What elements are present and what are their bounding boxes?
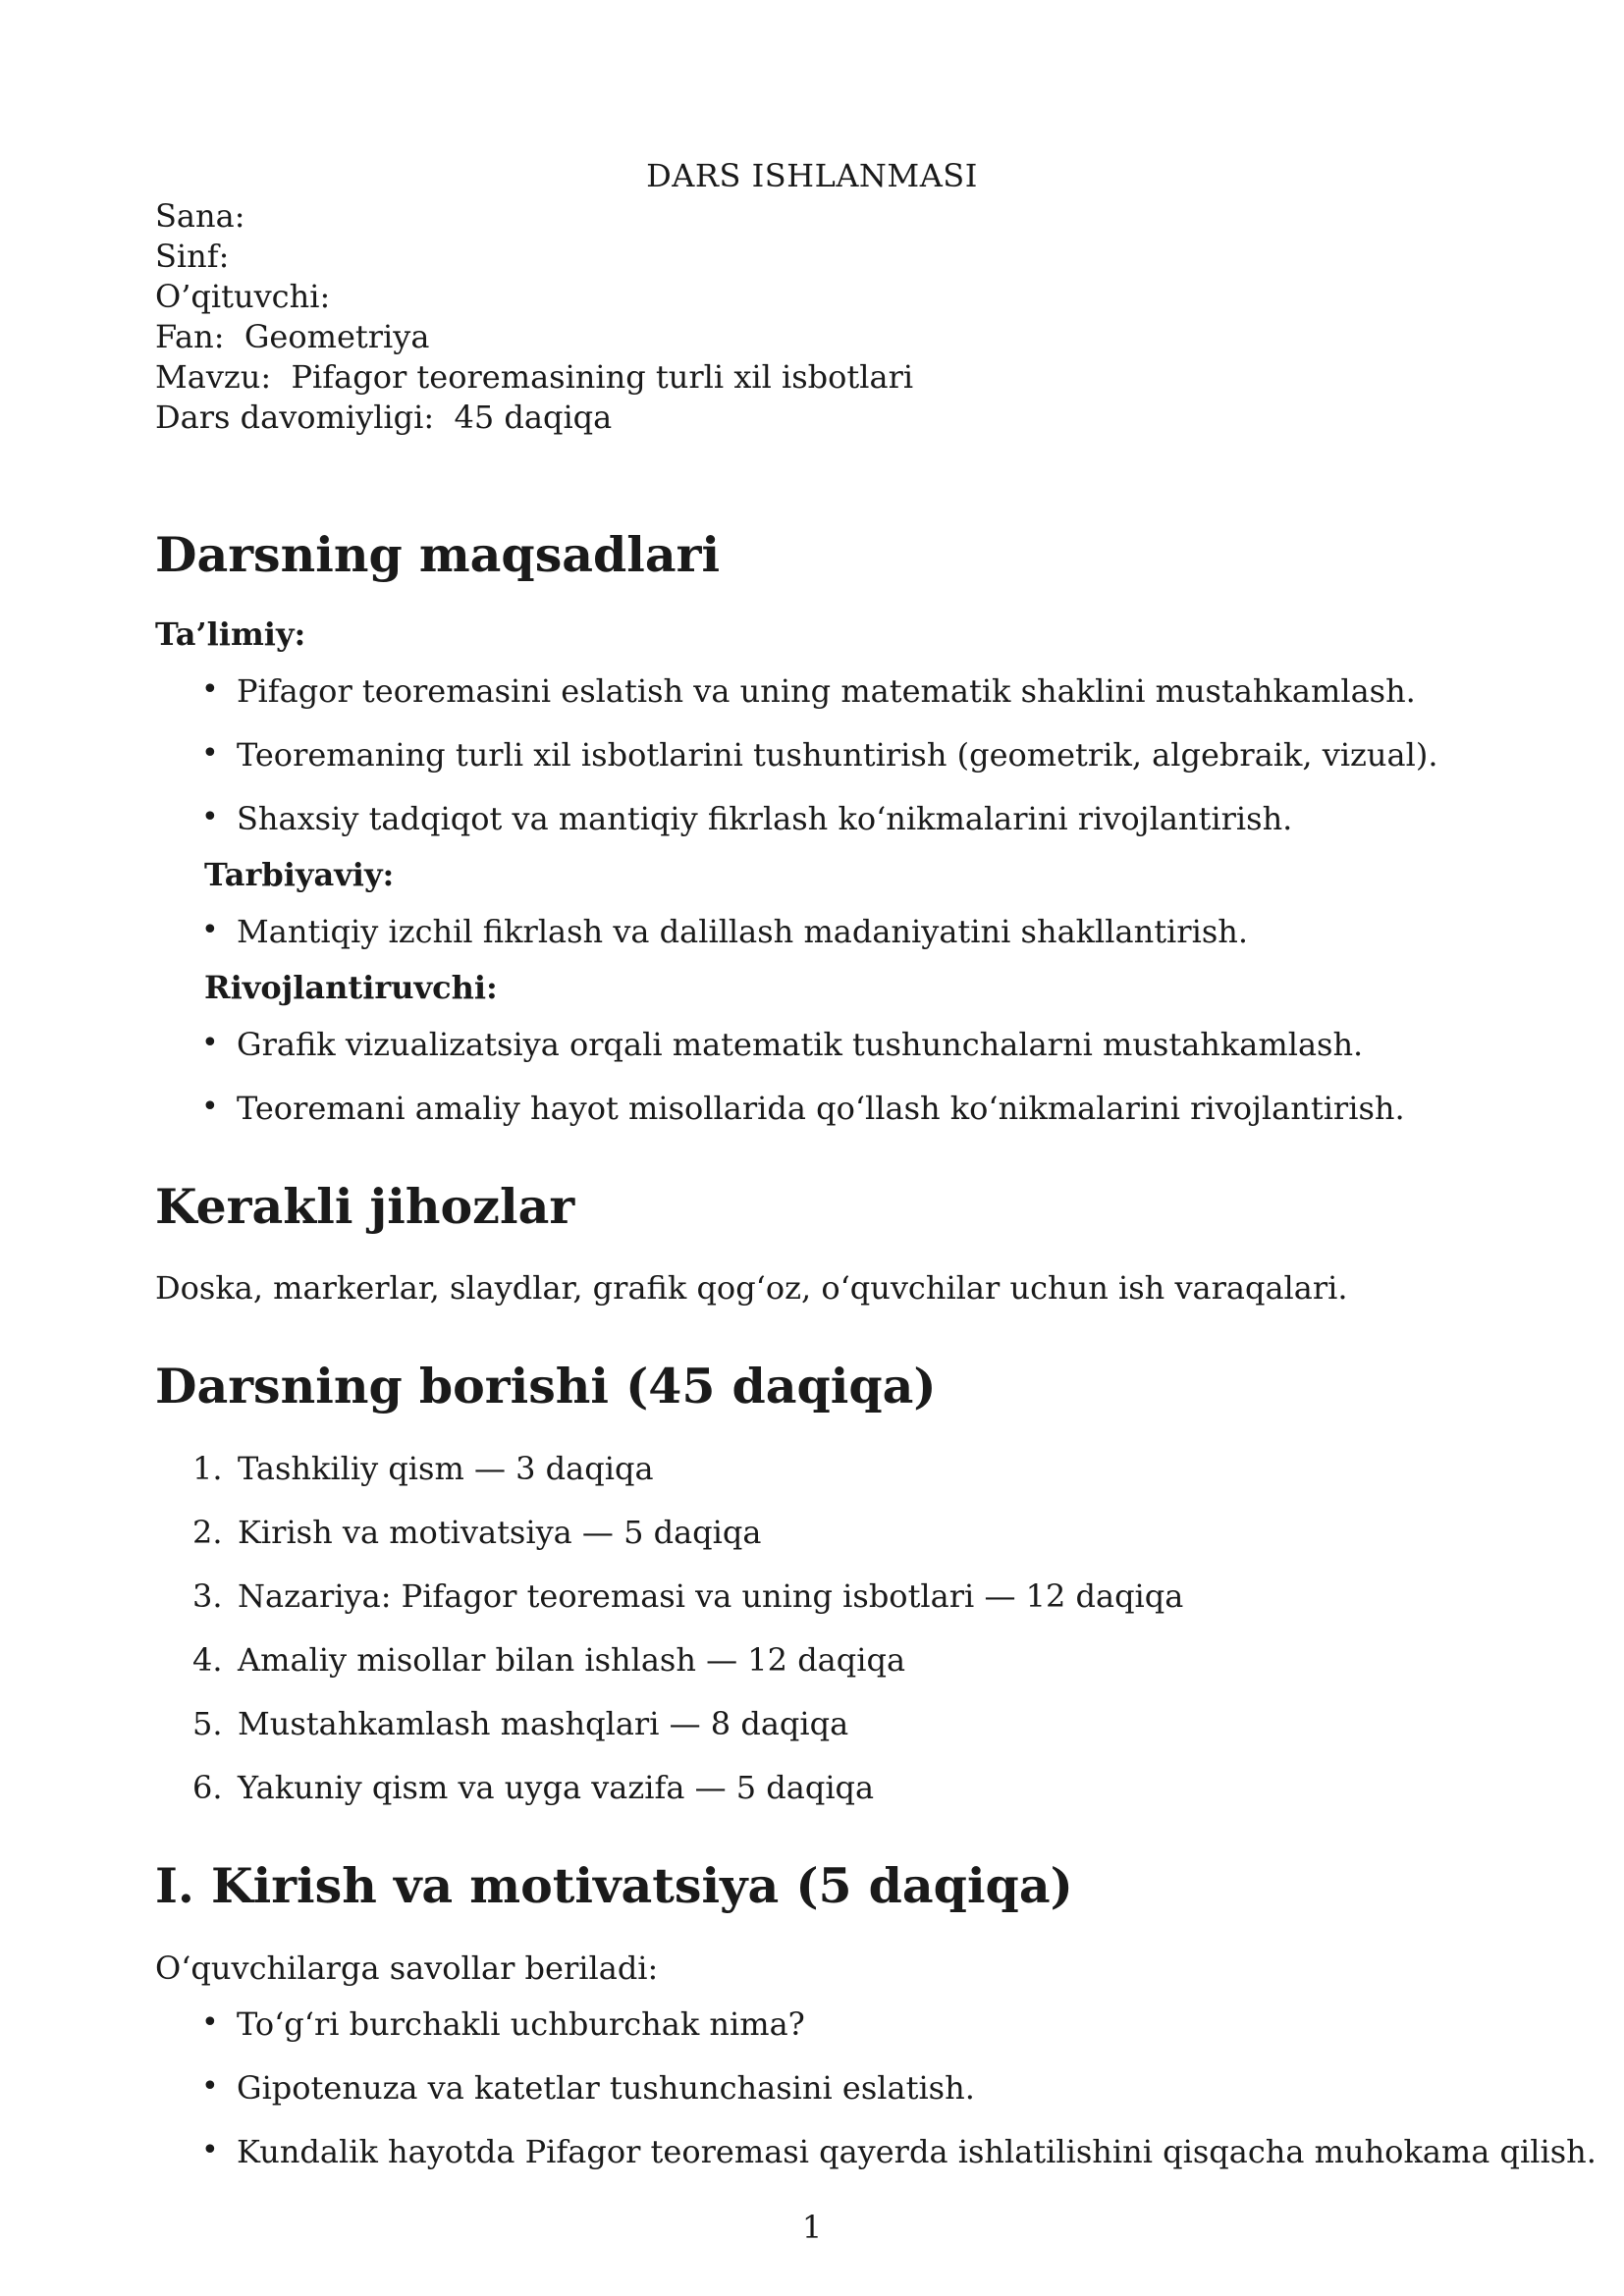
numbered-item: 5. Mustahkamlash mashqlari — 8 daqiqa: [192, 1705, 849, 1742]
meta-duration: Dars davomiyligi: 45 daqiqa: [155, 399, 613, 436]
subheading-developmental: Rivojlantiruvchi:: [204, 969, 498, 1006]
bullet-icon: •: [201, 736, 219, 771]
numbered-item: 6. Yakuniy qism va uyga vazifa — 5 daqiqa: [192, 1769, 875, 1806]
page-number: 1: [801, 2209, 823, 2246]
bullet-icon: •: [201, 913, 219, 947]
section-heading-lesson-flow: Darsning borishi (45 daqiqa): [155, 1358, 937, 1415]
meta-subject: Fan: Geometriya: [155, 318, 430, 355]
document-title: DARS ISHLANMASI: [646, 157, 978, 194]
meta-class: Sinf:: [155, 238, 230, 275]
subheading-educational: Ta’limiy:: [155, 615, 306, 653]
numbered-item: 2. Kirish va motivatsiya — 5 daqiqa: [192, 1514, 762, 1551]
meta-topic: Mavzu: Pifagor teoremasining turli xil isbotlari: [155, 358, 914, 396]
bullet-icon: •: [201, 1090, 219, 1124]
document-page: DARS ISHLANMASI Sana: Sinf: O’qituvchi: Fan: Geometriya Mavzu: Pifagor teoremasining turli xil isbotlari Dars davomiyligi: 45 daqiqa Darsning maqsadlari Ta’limiy: • Pifagor teoremasini eslatish va uning matematik shaklini mustahkamlash. • Teoremaning turli xil isbotlarini tushuntirish (geometrik, algebraik, vizual). • Shaxsiy tadqiqot va mantiqiy fikrlash ko‘nikmalarini rivojlantirish. Tarbiyaviy: • Mantiqiy izchil fikrlash va dalillash madaniyatini shakllantirish. Rivojlantiruvchi: • Grafik vizualizatsiya orqali matematik tushunchalarni mustahkamlash. • Teoremani amaliy hayot misollarida qo‘llash ko‘nikmalarini rivojlantirish. Kerakli jihozlar Doska, markerlar, slaydlar, grafik qog‘oz, o‘quvchilar uchun ish varaqalari. Darsning borishi (45 daqiqa) 1. Tashkiliy qism — 3 daqiqa 2. Kirish va motivatsiya — 5 daqiqa 3. Nazariya: Pifagor teoremasi va uning isbotlari — 12 daqiqa 4. Amaliy misollar bilan ishlash — 12 daqiqa 5. Mustahkamlash mashqlari — 8 daqiqa 6. Yakuniy qism va uyga vazifa — 5 daqiqa I. Kirish va motivatsiya (5 daqiqa) O‘quvchilarga savollar beriladi: • To‘g‘ri burchakli uchburchak nima? • Gipotenuza va katetlar tushunchasini eslatish. • Kundalik hayotda Pifagor teoremasi qayerda ishlatilishini qisqacha muhokama qilish. 1: [0, 0, 1624, 2296]
intro-lead-text: O‘quvchilarga savollar beriladi:: [155, 1949, 659, 1987]
subheading-upbringing: Tarbiyaviy:: [204, 856, 395, 893]
equipment-text: Doska, markerlar, slaydlar, grafik qog‘oz, o‘quvchilar uchun ish varaqalari.: [155, 1269, 1348, 1307]
bullet-icon: •: [201, 672, 219, 707]
bullet-icon: •: [201, 1026, 219, 1060]
numbered-item: 3. Nazariya: Pifagor teoremasi va uning isbotlari — 12 daqiqa: [192, 1577, 1184, 1615]
section-heading-equipment: Kerakli jihozlar: [155, 1178, 575, 1235]
section-heading-goals: Darsning maqsadlari: [155, 526, 721, 583]
bullet-icon: •: [201, 2133, 219, 2167]
section-heading-introduction: I. Kirish va motivatsiya (5 daqiqa): [155, 1857, 1073, 1914]
lesson-meta: [155, 196, 913, 438]
bullet-icon: •: [201, 2005, 219, 2040]
meta-teacher: O’qituvchi:: [155, 278, 331, 315]
meta-date: Sana:: [155, 197, 245, 235]
numbered-item: 1. Tashkiliy qism — 3 daqiqa: [192, 1450, 654, 1487]
bullet-icon: •: [201, 2069, 219, 2104]
bullet-icon: •: [201, 800, 219, 834]
numbered-item: 4. Amaliy misollar bilan ishlash — 12 daqiqa: [192, 1641, 906, 1679]
